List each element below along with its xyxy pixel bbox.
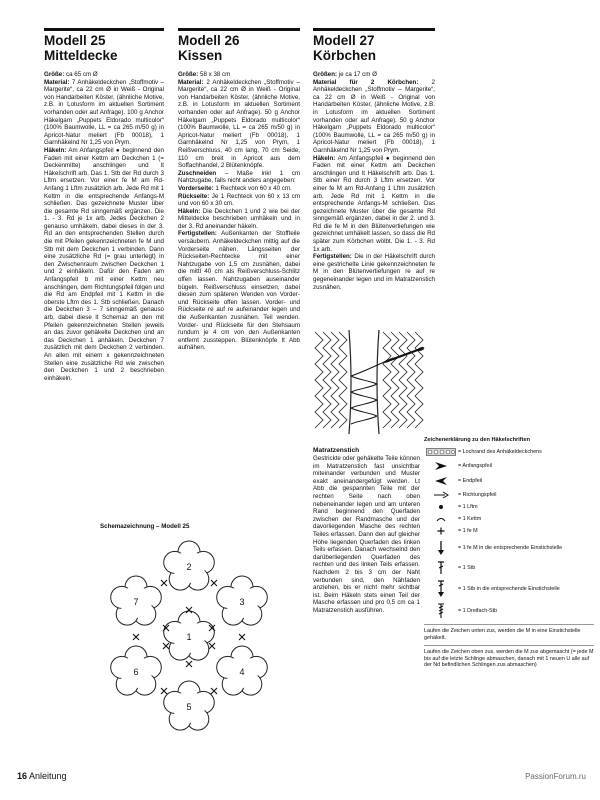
para-label: Größen: (313, 71, 338, 78)
para-label: Rückseite: (178, 192, 210, 200)
para-text: 1 Rechteck von 60 x 40 cm. (215, 184, 292, 192)
flower-label-4: 4 (239, 667, 245, 677)
legend-title: Zeichenerklärung zu den Häkelschriften (424, 437, 530, 443)
matratzenstich-heading: Matratzenstich (313, 447, 360, 454)
para-label: Vorderseite: (178, 184, 214, 192)
matratzenstich-section (313, 442, 420, 614)
arrow-down-plus-icon (424, 540, 458, 556)
para-text: 2 Anhäkeldeckchen „Stoffmotiv – Margerite“, ca 22 cm Ø in Weiß - Original von Handarbeiten Köster, (ähnliche Motive, z.B. in Lotusform im aktuellen Sortiment vorhanden oder auf Anfrage). 50 g Anchor Häkelgarn „Puppets Eldorado multicolor“ (100% Baumwolle, LL = ca 265 m/50 g) in Apricot-Natur meliert (Fb 00018), 1 Garnhäkelnd Nr 1,25 von Prym. (313, 78, 435, 154)
watermark: PassionForum.ru (525, 772, 586, 781)
para-text: je ca 17 cm Ø (338, 71, 377, 78)
end-arrow-icon (424, 476, 458, 486)
matratzenstich-illustration (313, 328, 433, 436)
legend-text: = 1 Stb in die entsprechende Einstichstelle (458, 585, 560, 592)
legend-text: = Lochrand des Anhäkeldeckchens (458, 448, 542, 455)
divider (44, 28, 164, 31)
legend-row (424, 561, 594, 575)
legend-row (424, 603, 594, 619)
join-mark (161, 580, 167, 586)
legend-text: = 1 fe M (458, 527, 478, 534)
stb-arrow-icon (424, 580, 458, 598)
legend-row (424, 504, 594, 511)
page-number: 16 (17, 771, 28, 781)
flower-label-5: 5 (186, 702, 192, 712)
para-text: Je 1 Rechteck von 60 x 13 cm und von 60 x 30 cm. (178, 192, 300, 208)
para-text: 2 Anhäkeldeckchen „Stoffmotiv – Margerite“, ca 22 cm Ø in Weiß - Original von Handarbeiten Köster, (ähnliche Motive, z.B. in Lotusform im aktuellen Sortiment vorhanden oder auf Anfrage). 50 g Anchor Häkelgarn „Puppets Eldorado multicolor“ (100% Baumwolle, LL = ca 265 m/50 g) in Apricot-Natur meliert (Fb 00018), 1 Garnhäkelnd Nr 1,25 von Prym, 1 Reißverschluss, 40 cm lang, 70 cm Seide, 110 cm breit in Apricot aus dem Soffachhandel, 2 Blütenknöpfe. (178, 78, 300, 170)
para-label: Material: (178, 78, 204, 86)
legend-row (424, 448, 594, 456)
lochrand-icon (424, 448, 458, 456)
para-label: Material für 2 Körbchen: (313, 78, 419, 86)
legend-row (424, 491, 594, 499)
divider (178, 28, 300, 31)
legend-row (424, 516, 594, 523)
schema-title: Schemazeichnung – Modell 25 (100, 523, 190, 530)
legend-text: = Endpfeil (458, 477, 483, 484)
para-text: 58 x 38 cm (200, 71, 231, 78)
legend-note: Laufen die Zeichen unten zus, werden die M in eine Einstichstelle gehäkelt. (424, 624, 594, 641)
model-text (313, 71, 435, 291)
join-mark (163, 643, 169, 649)
legend-text: = 1 Dreifach-Stb (458, 607, 498, 614)
legend-row (424, 476, 594, 486)
start-arrow-icon (424, 461, 458, 471)
flower-label-2: 2 (186, 562, 192, 572)
model-number: Modell 25 (44, 33, 106, 48)
page-footer (17, 771, 67, 781)
direction-arrow-icon (424, 491, 458, 499)
model-title: Körbchen (313, 48, 377, 63)
dot-icon (424, 504, 458, 510)
para-label: Material: (44, 78, 70, 86)
join-mark (133, 634, 139, 640)
para-label: Häkeln: (44, 146, 67, 154)
flower-label-6: 6 (133, 667, 139, 677)
legend-row (424, 527, 594, 535)
flower-label-1: 1 (186, 632, 192, 642)
legend-row (424, 580, 594, 598)
column-modell-27 (313, 28, 435, 291)
join-mark (186, 661, 192, 667)
legend-text: = Anfangspfeil (458, 462, 493, 469)
para-text: 7 Anhäkeldeckchen „Stoffmotiv – Margerite“, ca 22 cm Ø in Weiß - Original von Handarbeiten Köster, (ähnliche Motive, z.B. in Lotusform im aktuellen Sortiment vorhanden oder auf Anfrage). 100 g Anchor Häkelgarn „Puppets Eldorado multicolor“ (100% Baumwolle, LL = ca 265 m/50 g) in Apricot-Natur meliert (Fb 00018), 1 Garnhäkelnd Nr 1,25 von Prym. (44, 78, 164, 147)
para-text: – Maße inkl 1 cm Nahtzugabe, falls nicht anders angegeben: (178, 169, 300, 185)
para-label: Zuschneiden (178, 169, 217, 177)
para-label: Größe: (178, 71, 199, 78)
legend-text: = 1 fe M in die entsprechende Einstichstelle (458, 544, 563, 551)
para-text: ca 65 cm Ø (66, 71, 98, 78)
column-modell-25 (44, 28, 164, 382)
para-label: Größe: (44, 71, 65, 78)
legend-row (424, 461, 594, 471)
legend-text: = Richtungspfeil (458, 491, 497, 498)
join-mark (211, 688, 217, 694)
flower-label-7: 7 (133, 597, 139, 607)
schema-diagram (108, 530, 270, 744)
legend-text: = 1 Lftm (458, 504, 478, 510)
flower-label-3: 3 (239, 597, 245, 607)
plus-icon (424, 527, 458, 535)
legend-text: = 1 Stb (458, 564, 476, 571)
arc-icon (424, 516, 458, 522)
model-title: Mitteldecke (44, 48, 118, 63)
para-text: Am Anfangspfeil ● beginnend den Faden mit einer Kettm am Deckchen 1 (= Deckenmitte) anschlingen und lt Häkelschrift arb. Das 1. Stb der Rd durch 3 Lftm ersetzen. Vor einer fe M am Rd-Anfang 1 Lftm zusätzlich arb. Jede Rd mit 1 Kettm in die entsprechende Anfangs-M schließen. Das gezeichnete Muster über die gesamte Rd sinngemäß ergänzen. Die 1. - 3. Rd je 1x arb. Jedes Deckchen 2 genauso umhäkeln, dabei dieses in der 3. Rd an den entsprechenden Stellen durch die mit Pfeilen gekennzeichneten fe M und Stb mit dem Deckchen 1 verbinden. Dann eine zusätzliche Rd (= grau unterlegt) in den Zwischenraum zwischen Deckchen 1 und 2 einhäkeln. Dafür den Faden am Anfangspfeil b mit einer Kettm neu anschlingen, dem Richtungspfeil folgen und die Rd am Endpfeil mit 1 Kettm in die oberste Lftm des 1. Stb schließen. Danach die Deckchen 3 – 7 sinngemäß genauso arb, dabei diese lt Schemaz an den mit Pfeilen gekennzeichneten Stellen jeweils an das zuvor gehäkelte Deckchen und an das Deckchen 1 anhäkeln. Deckchen 7 zusätzlich mit dem Deckchen 2 verbinden. An allen mit einem x gekennzeichneten Stellen eine zusätzliche Rd wie zwischen den Deckchen 1 und 2 beschrieben einhäkeln. (44, 146, 164, 382)
para-text: Die in der Häkelschrift durch eine gestrichelte Linie gekennzeichneten fe M in den Blütenvertiefungen re auf re gegeneinander legen und im Matratzenstich zusnähen. (313, 253, 435, 291)
model-text (44, 71, 164, 382)
dstb-icon (424, 603, 458, 619)
model-title: Kissen (178, 48, 223, 63)
legend-row (424, 540, 594, 556)
join-mark (239, 634, 245, 640)
join-mark (211, 580, 217, 586)
matratzenstich-text: Gestrickte oder gehäkelte Teile können im Matratzenstich fast unsichtbar miteinander verbunden und Muster exakt aneinandergefügt werden. Lt Abb die gespannten Teile mit der rechten Seite nach oben nebeneinander legen und am unteren Rand beginnend den Querfaden zwischen der Randmasche und der davorliegenden Masche des rechten Teiles erfassen. Dann den auf gleicher Höhe liegenden Querfaden des linken Teils erfassen. Danach wechselnd den darüberliegenden Querfaden des rechten und des linken Teils erfassen. Nachdem 2 bis 3 cm der Naht verbunden sind, den Nähfaden anziehen, bis er nicht mehr sichtbar ist. Beim Häkeln stets einen Teil der Masche erfassen und pro 0,5 cm ca 1 Matratzenstich ausführen. (313, 455, 420, 614)
para-text: Die Deckchen 1 und 2 wie bei der Mitteldecke beschrieben umhäkeln und in der 3. Rd aneinander häkeln. (178, 207, 300, 230)
page-section: Anleitung (29, 771, 67, 781)
para-label: Häkeln: (313, 154, 336, 162)
para-text: Am Anfangspfeil ● beginnend den Faden mit einer Kettm am Deckchen anschlingen und lt Häkelschrift arb. Das 1. Stb einer Rd durch 3 Lftm ersetzen. Vor einer fe M am Rd-Anfang 1 Lftm zusätzlich arb. Jede Rd mit 1 Kettm in die entsprechende Anfangs-M schließen. Das gezeichnete Muster über die gesamte Rd sinngemäß ergänzen, dabei in der 2. und 3. Rd die fe M in den Blütenvertiefungen wie gezeichnet umhäkelt lassen, so dass die Rd später zum Körbchen wölbt. Die 1. - 3. Rd 1x arb. (313, 154, 435, 253)
model-number: Modell 27 (313, 33, 375, 48)
join-mark (209, 643, 215, 649)
model-number: Modell 26 (178, 33, 240, 48)
para-label: Fertigstellen: (313, 253, 352, 261)
column-modell-26 (178, 28, 300, 352)
model-text (178, 71, 300, 352)
legend (424, 437, 594, 669)
join-mark (161, 688, 167, 694)
legend-note: Laufen die Zeichen oben zus, werden die M zus abgemascht (= jede M bis auf die letzte Schlinge abmaschen, danach mit 1 neuen U alle auf der Nd befindlichen Schlingen zus abmaschen) (424, 645, 594, 669)
legend-text: = 1 Kettm (458, 515, 482, 522)
para-text: Außenkanten der Stoffteile versäubern. Anhäkeldeckchen mittig auf die Vorderseite nähen. Längsseiten der Rückseiten-Rechtecke mit einer Nahtzugabe von 1,5 cm zusnähen, dabei die mittl 40 cm als Reißverschluss-Schlitz offen lassen. Nahtzugaben auseinander bügeln. Reißverschluss einsetzen, dabei diesen zum späteren Wenden von Vorder- und Rückseite offen lassen. Vorder- und Rückseite re auf re aufeinander legen und die Außenkanten zusnähen. Teil wenden. Vorder- und Rückseite für den Stehsaum rundum je 4 cm von den Außenkanten entfernt zussteppen. Blütenknöpfe lt Abb aufnähen. (178, 230, 300, 352)
para-label: Häkeln: (178, 207, 201, 215)
para-label: Fertigstellen: (178, 230, 217, 238)
stb-icon (424, 561, 458, 575)
divider (313, 28, 435, 31)
